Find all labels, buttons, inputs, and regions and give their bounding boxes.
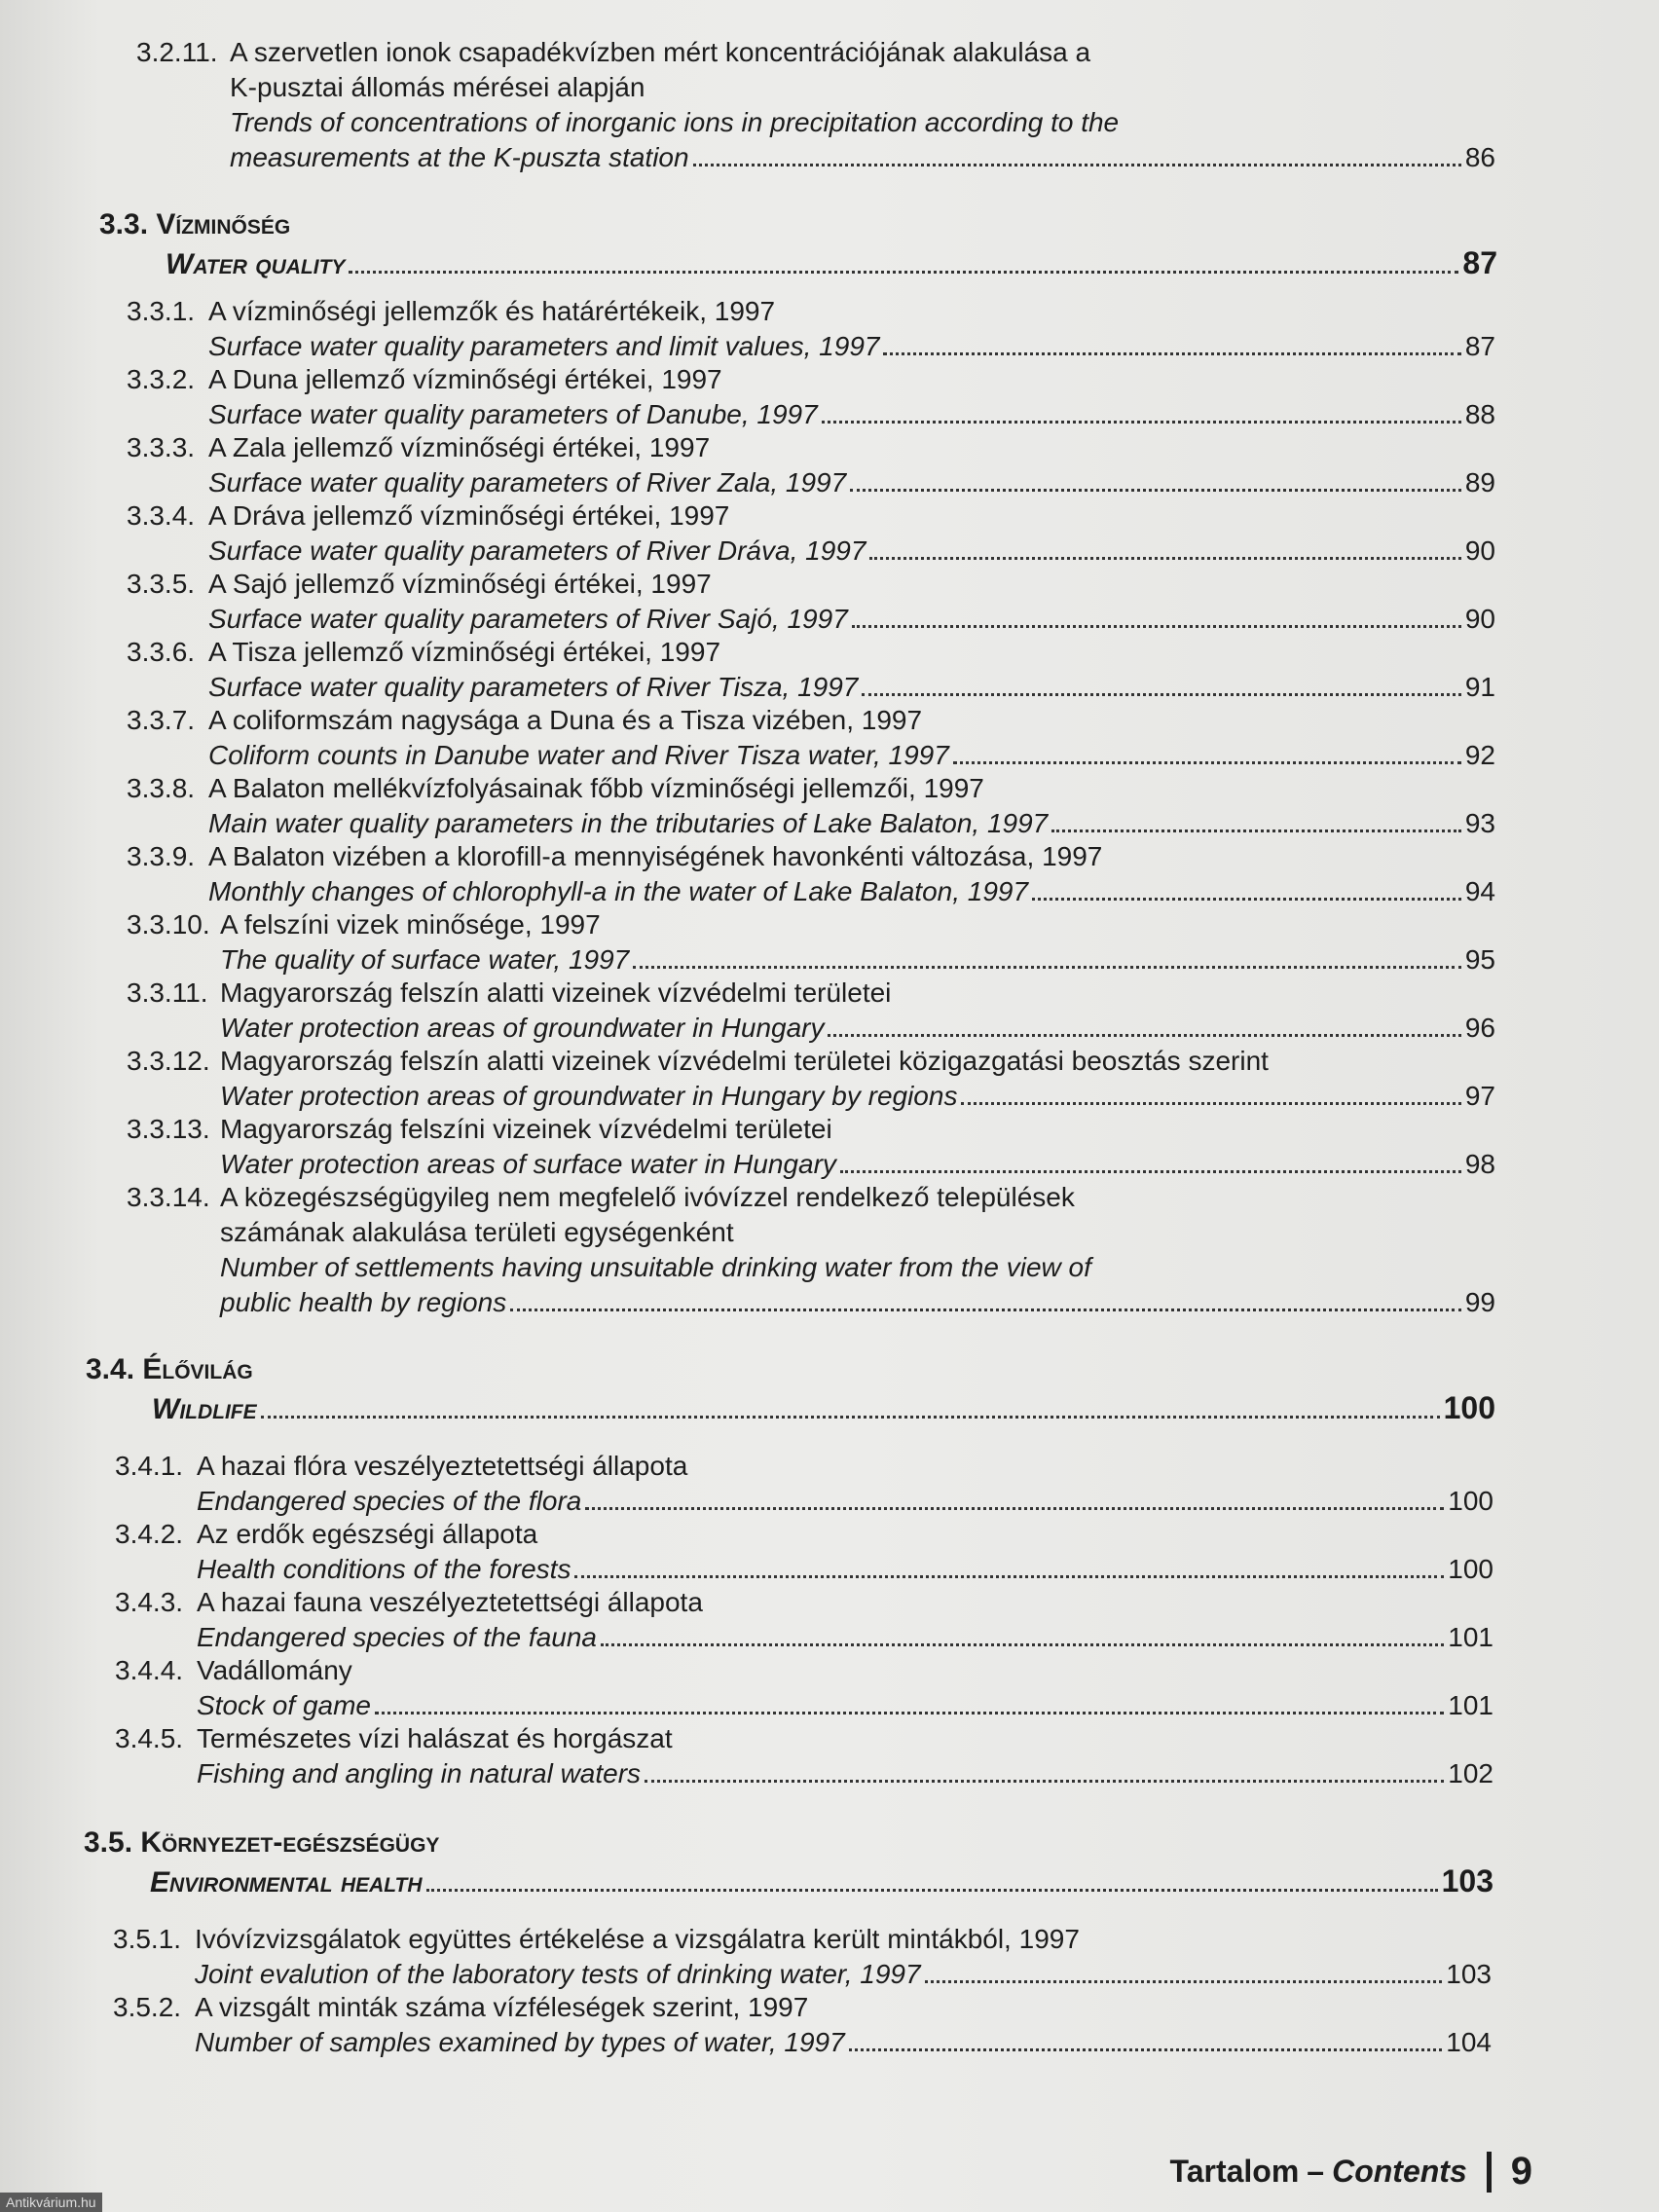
- entry-title-en-text: Coliform counts in Danube water and River Tisza water, 1997: [208, 740, 949, 770]
- entry-title-hu: [127, 635, 1495, 670]
- entry-title-en: [127, 1079, 1495, 1114]
- dot-leader: [953, 760, 1461, 764]
- toc-entry: [127, 976, 1495, 1046]
- dot-leader: [828, 1033, 1460, 1037]
- entry-page-number: 89: [1464, 467, 1495, 498]
- entry-title-hu: [127, 430, 1495, 465]
- dot-leader: [645, 1779, 1444, 1783]
- entry-title-hu: [127, 498, 1495, 534]
- dot-leader: [822, 420, 1461, 424]
- dot-leader: [852, 624, 1461, 628]
- section-title-hu: 3.4. Élővilág: [86, 1353, 253, 1385]
- entry-title-en: [115, 1484, 1493, 1519]
- entry-number: 3.3.11.: [127, 977, 208, 1008]
- entry-title-hu: [115, 1449, 1493, 1484]
- entry-page-number: 104: [1446, 2027, 1492, 2057]
- entry-title-en: [115, 1756, 1493, 1791]
- entry-title-hu-text: A hazai flóra veszélyeztetettségi állapota: [197, 1451, 688, 1481]
- entry-number: 3.3.14.: [127, 1182, 210, 1212]
- footer-label-hu: Tartalom: [1169, 2154, 1300, 2189]
- entry-number: 3.4.4.: [115, 1655, 184, 1685]
- toc-entry: [127, 907, 1495, 977]
- entry-title-en: [127, 670, 1495, 705]
- section-heading: [84, 1826, 1493, 1899]
- toc-entry: [127, 567, 1495, 637]
- entry-title-en-text: Water protection areas of groundwater in Hungary: [220, 1013, 825, 1043]
- entry-number: 3.5.2.: [113, 1992, 182, 2022]
- entry-title-en: [127, 806, 1495, 841]
- entry-number: 3.3.6.: [127, 637, 196, 667]
- entry-title-en-text: Surface water quality parameters of Danube, 1997: [208, 399, 818, 429]
- section-title-en-text: Environmental health: [150, 1866, 423, 1899]
- entry-title-hu: [127, 1215, 1495, 1250]
- dot-leader: [849, 2047, 1443, 2051]
- entry-title-en: [115, 1688, 1493, 1723]
- entry-page-number: 95: [1464, 944, 1495, 975]
- entry-title-hu-text: Az erdők egészségi állapota: [197, 1519, 538, 1549]
- dot-leader: [1051, 829, 1461, 832]
- entry-title-hu: [127, 567, 1495, 602]
- entry-title-en-text: Endangered species of the flora: [197, 1486, 582, 1516]
- entry-page-number: 102: [1448, 1758, 1493, 1788]
- toc-entry: [113, 1990, 1492, 2060]
- entry-number: 3.3.13.: [127, 1114, 210, 1144]
- entry-title-en-text: The quality of surface water, 1997: [220, 944, 630, 975]
- entry-page-number: 98: [1464, 1149, 1495, 1179]
- entry-title-hu: [127, 976, 1495, 1011]
- section-title-hu: 3.5. Környezet-egészségügy: [84, 1826, 440, 1859]
- toc-entry: [127, 839, 1495, 909]
- entry-page-number: 103: [1446, 1959, 1492, 1989]
- entry-title-hu: [113, 1922, 1492, 1957]
- entry-page-number: 91: [1464, 672, 1495, 702]
- entry-page-number: 92: [1464, 740, 1495, 770]
- entry-title-hu: [115, 1585, 1493, 1620]
- dot-leader: [349, 270, 1458, 274]
- entry-title-en-text: Water protection areas of groundwater in Hungary by regions: [220, 1081, 958, 1111]
- entry-title-en: [136, 105, 1495, 140]
- toc-entry: [127, 362, 1495, 432]
- entry-page-number: 87: [1464, 331, 1495, 361]
- entry-title-hu-text: A vizsgált minták száma vízféleségek szerint, 1997: [195, 1992, 809, 2022]
- page-footer: [1170, 2150, 1532, 2194]
- footer-page-number: 9: [1510, 2150, 1532, 2193]
- toc-entry: [127, 635, 1495, 705]
- entry-title-en: [127, 397, 1495, 432]
- entry-number: 3.4.1.: [115, 1451, 184, 1481]
- entry-title-hu: [113, 1990, 1492, 2025]
- dot-leader: [925, 1979, 1443, 1983]
- dot-leader: [961, 1101, 1460, 1105]
- entry-title-hu-text: Magyarország felszín alatti vizeinek vízvédelmi területei közigazgatási beosztás szerint: [220, 1046, 1269, 1076]
- entry-title-en-text: Stock of game: [197, 1690, 371, 1720]
- section-title-en: [84, 1863, 1493, 1899]
- entry-title-en: [115, 1552, 1493, 1587]
- entry-title-hu: [127, 1180, 1495, 1215]
- dot-leader: [261, 1415, 1440, 1419]
- entry-title-hu-text: A közegészségügyileg nem megfelelő ivóvízzel rendelkező települések: [220, 1182, 1075, 1212]
- section-title-en-text: Wildlife: [152, 1393, 257, 1425]
- entry-title-hu: [115, 1517, 1493, 1552]
- entry-title-hu: [127, 907, 1495, 942]
- entry-title-hu: [127, 771, 1495, 806]
- entry-page-number: 88: [1464, 399, 1495, 429]
- entry-number: 3.3.9.: [127, 841, 196, 871]
- entry-title-hu-text: A coliformszám nagysága a Duna és a Tisza vizében, 1997: [208, 705, 923, 735]
- entry-title-hu-text: A Duna jellemző vízminőségi értékei, 1997: [208, 364, 722, 394]
- entry-number: 3.3.4.: [127, 500, 196, 531]
- entry-title-en: [127, 874, 1495, 909]
- section-heading: [86, 1353, 1495, 1426]
- dot-leader: [375, 1711, 1444, 1714]
- toc-entry: [115, 1517, 1493, 1587]
- entry-number: 3.3.2.: [127, 364, 196, 394]
- footer-label-en: Contents: [1332, 2154, 1467, 2189]
- entry-title-en-text: Monthly changes of chlorophyll-a in the water of Lake Balaton, 1997: [208, 876, 1029, 906]
- dot-leader: [1032, 897, 1461, 901]
- entry-title-hu-text: A felszíni vizek minősége, 1997: [220, 909, 601, 940]
- entry-title-hu: [136, 70, 1495, 105]
- entry-title-en-text: Number of settlements having unsuitable drinking water from the view of: [220, 1252, 1091, 1282]
- entry-title-hu-text: A Balaton mellékvízfolyásainak főbb vízminőségi jellemzői, 1997: [208, 773, 984, 803]
- dot-leader: [693, 163, 1461, 166]
- entry-title-en: [113, 1957, 1492, 1992]
- entry-title-en: [136, 140, 1495, 175]
- toc-entry: [115, 1449, 1493, 1519]
- toc-entry: [127, 498, 1495, 569]
- toc-entry: [127, 1112, 1495, 1182]
- entry-number: 3.3.1.: [127, 296, 196, 326]
- entry-title-hu: [127, 839, 1495, 874]
- section-title-en-text: Water quality: [166, 248, 346, 280]
- entry-page-number: 101: [1448, 1690, 1493, 1720]
- entry-title-en: [127, 329, 1495, 364]
- entry-title-en-text: Surface water quality parameters of River Zala, 1997: [208, 467, 847, 498]
- toc-entry: [127, 1180, 1495, 1320]
- entry-title-en: [115, 1620, 1493, 1655]
- entry-title-en-text: measurements at the K-puszta station: [230, 142, 689, 172]
- entry-number: 3.3.12.: [127, 1046, 210, 1076]
- toc-entry: [115, 1653, 1493, 1723]
- entry-title-hu: [127, 703, 1495, 738]
- entry-title-hu-text: A hazai fauna veszélyeztetettségi állapota: [197, 1587, 703, 1617]
- entry-title-hu: [127, 362, 1495, 397]
- entry-title-en-text: Surface water quality parameters and limit values, 1997: [208, 331, 880, 361]
- entry-title-en-text: Water protection areas of surface water in Hungary: [220, 1149, 836, 1179]
- section-title-en: [86, 1390, 1495, 1426]
- toc-entry: [127, 294, 1495, 364]
- dot-leader: [840, 1169, 1461, 1173]
- entry-title-en: [127, 1285, 1495, 1320]
- entry-title-hu: [115, 1653, 1493, 1688]
- entry-title-hu: [127, 294, 1495, 329]
- entry-page-number: 93: [1464, 808, 1495, 838]
- entry-title-en: [127, 1147, 1495, 1182]
- entry-title-en-text: Number of samples examined by types of water, 1997: [195, 2027, 845, 2057]
- entry-title-hu-text: Ivóvízvizsgálatok együttes értékelése a vizsgálatra került mintákból, 1997: [195, 1924, 1080, 1954]
- entry-title-en: [127, 942, 1495, 977]
- entry-title-hu-text: K-pusztai állomás mérései alapján: [230, 72, 645, 102]
- entry-title-hu-text: számának alakulása területi egységenként: [220, 1217, 734, 1247]
- entry-title-en-text: Fishing and angling in natural waters: [197, 1758, 642, 1788]
- toc-entry: [127, 430, 1495, 500]
- dot-leader: [601, 1642, 1444, 1646]
- entry-page-number: 96: [1464, 1013, 1495, 1043]
- toc-entry: [127, 1044, 1495, 1114]
- entry-page-number: 90: [1464, 604, 1495, 634]
- watermark: Antikvárium.hu: [0, 2193, 102, 2212]
- entry-title-en-text: public health by regions: [220, 1287, 507, 1317]
- entry-number: 3.5.1.: [113, 1924, 182, 1954]
- entry-title-hu-text: A szervetlen ionok csapadékvízben mért koncentrációjának alakulása a: [230, 37, 1091, 67]
- entry-title-en-text: Surface water quality parameters of River Sajó, 1997: [208, 604, 848, 634]
- section-title-en: [99, 245, 1497, 281]
- entry-page-number: 97: [1464, 1081, 1495, 1111]
- dot-leader: [883, 351, 1460, 355]
- entry-title-en-text: Trends of concentrations of inorganic ions in precipitation according to the: [230, 107, 1120, 137]
- entry-title-en-text: Surface water quality parameters of River Dráva, 1997: [208, 535, 866, 566]
- toc-entry: [127, 703, 1495, 773]
- dot-leader: [862, 692, 1460, 696]
- entry-title-en-text: Main water quality parameters in the tributaries of Lake Balaton, 1997: [208, 808, 1049, 838]
- entry-title-hu-text: A Zala jellemző vízminőségi értékei, 1997: [208, 432, 711, 462]
- entry-number: 3.3.7.: [127, 705, 196, 735]
- entry-title-hu-text: Természetes vízi halászat és horgászat: [197, 1723, 673, 1753]
- toc-entry: [115, 1721, 1493, 1791]
- entry-number: 3.4.3.: [115, 1587, 184, 1617]
- toc-entry: [127, 771, 1495, 841]
- dot-leader: [574, 1574, 1444, 1578]
- entry-title-hu-text: A Sajó jellemző vízminőségi értékei, 1997: [208, 569, 712, 599]
- entry-title-en-text: Endangered species of the fauna: [197, 1622, 597, 1652]
- entry-title-hu-text: Magyarország felszín alatti vizeinek vízvédelmi területei: [220, 977, 892, 1008]
- entry-title-en-text: Surface water quality parameters of River Tisza, 1997: [208, 672, 859, 702]
- entry-title-hu-text: A Dráva jellemző vízminőségi értékei, 1997: [208, 500, 730, 531]
- section-page-number: 100: [1443, 1390, 1495, 1425]
- entry-page-number: 99: [1464, 1287, 1495, 1317]
- entry-title-en: [127, 465, 1495, 500]
- entry-title-hu-text: A vízminőségi jellemzők és határértékeik, 1997: [208, 296, 776, 326]
- toc-entry: [113, 1922, 1492, 1992]
- entry-title-en: [113, 2025, 1492, 2060]
- entry-number: 3.4.5.: [115, 1723, 184, 1753]
- section-title-hu: 3.3. Vízminőség: [99, 208, 291, 240]
- dot-leader: [585, 1506, 1444, 1510]
- entry-title-en: [127, 1250, 1495, 1285]
- entry-title-hu: [136, 35, 1495, 70]
- entry-page-number: 101: [1448, 1622, 1493, 1652]
- entry-page-number: 100: [1448, 1486, 1493, 1516]
- toc-entry: [115, 1585, 1493, 1655]
- entry-title-en-text: Joint evalution of the laboratory tests of drinking water, 1997: [195, 1959, 921, 1989]
- entry-title-hu: [115, 1721, 1493, 1756]
- footer-dash: –: [1307, 2154, 1325, 2189]
- section-page-number: 103: [1441, 1863, 1493, 1899]
- entry-title-hu-text: Magyarország felszíni vizeinek vízvédelmi területei: [220, 1114, 832, 1144]
- entry-number: 3.4.2.: [115, 1519, 184, 1549]
- dot-leader: [426, 1888, 1438, 1892]
- entry-number: 3.3.3.: [127, 432, 196, 462]
- entry-page-number: 90: [1464, 535, 1495, 566]
- dot-leader: [869, 556, 1460, 560]
- dot-leader: [633, 965, 1461, 969]
- entry-title-hu-text: A Tisza jellemző vízminőségi értékei, 1997: [208, 637, 721, 667]
- toc-entry: [136, 35, 1495, 175]
- dot-leader: [510, 1308, 1461, 1311]
- dot-leader: [850, 488, 1461, 492]
- entry-title-en-text: Health conditions of the forests: [197, 1554, 571, 1584]
- entry-number: 3.2.11.: [136, 37, 218, 67]
- entry-number: 3.3.10.: [127, 909, 210, 940]
- entry-title-hu-text: Vadállomány: [197, 1655, 352, 1685]
- entry-title-en: [127, 738, 1495, 773]
- entry-page-number: 86: [1464, 142, 1495, 172]
- entry-title-en: [127, 534, 1495, 569]
- entry-page-number: 100: [1448, 1554, 1493, 1584]
- entry-number: 3.3.5.: [127, 569, 196, 599]
- section-heading: [99, 208, 1497, 281]
- entry-number: 3.3.8.: [127, 773, 196, 803]
- entry-title-en: [127, 1011, 1495, 1046]
- entry-title-en: [127, 602, 1495, 637]
- entry-title-hu-text: A Balaton vizében a klorofill-a mennyiségének havonkénti változása, 1997: [208, 841, 1103, 871]
- entry-page-number: 94: [1464, 876, 1495, 906]
- section-page-number: 87: [1462, 245, 1497, 280]
- entry-title-hu: [127, 1112, 1495, 1147]
- footer-divider: [1487, 2152, 1492, 2193]
- entry-title-hu: [127, 1044, 1495, 1079]
